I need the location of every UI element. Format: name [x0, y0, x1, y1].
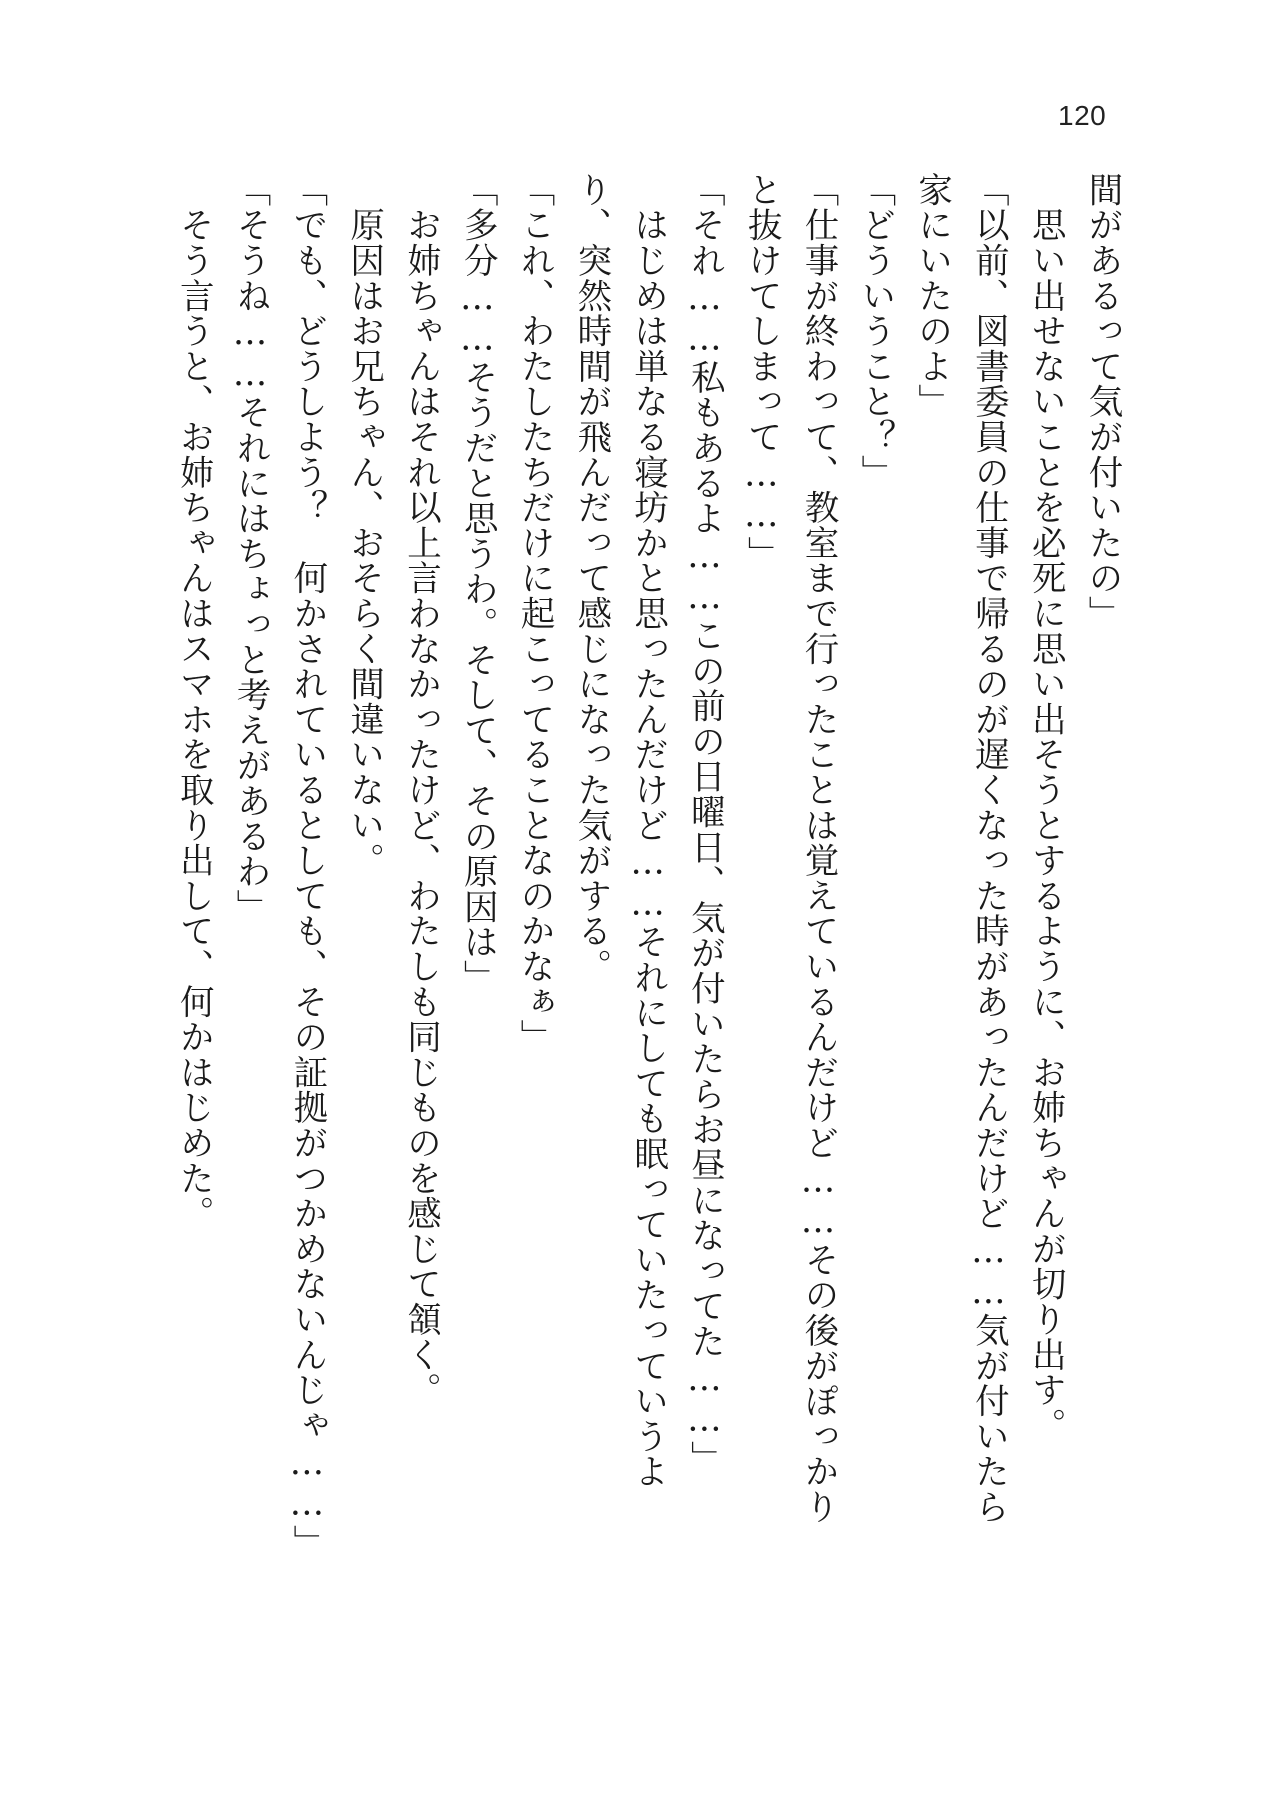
text-line: そう言うと、お姉ちゃんはスマホを取り出して、何かはじめた。: [173, 172, 214, 1231]
text-line: お姉ちゃんはそれ以上言わなかったけど、わたしも同じものを感じて頷く。: [400, 172, 441, 1408]
text-line: 「多分……そうだと思うわ。そして、その原因は」: [457, 172, 498, 995]
page-number: 120: [1058, 100, 1107, 131]
text-line: 「それ……私もあるよ……この前の日曜日、気が付いたらお昼になってた……」: [684, 172, 725, 1476]
text-line: 原因はお兄ちゃん、おそらく間違いない。: [343, 172, 384, 878]
text-line: 「そうね……それにはちょっと考えがあるわ」: [230, 172, 271, 925]
text-line: 間があるって気が付いたの」: [1082, 172, 1122, 631]
text-line: 思い出せないことを必死に思い出そうとするように、お姉ちゃんが切り出す。: [1025, 172, 1066, 1443]
text-line: 「以前、図書委員の仕事で帰るのが遅くなった時があったんだけど……気が付いたら家にいたのよ」: [911, 172, 1009, 1525]
text-line: 「仕事が終わって、教室まで行ったことは覚えているんだけど……その後がぽっかりと抜けてしまって……」: [741, 172, 839, 1525]
body-text: [164, 172, 1130, 1560]
text-line: 「これ、わたしたちだけに起こってることなのかなぁ」: [514, 172, 555, 1055]
text-line: 「どういうこと？」: [854, 172, 895, 490]
text-line: はじめは単なる寝坊かと思ったんだけど……それにしても眠っていたっていうより、突然時間が飛んだって感じになった気がする。: [570, 172, 668, 1490]
text-line: 「でも、どうしよう？ 何かされているとしても、その証拠がつかめないんじゃ……」: [286, 172, 327, 1560]
